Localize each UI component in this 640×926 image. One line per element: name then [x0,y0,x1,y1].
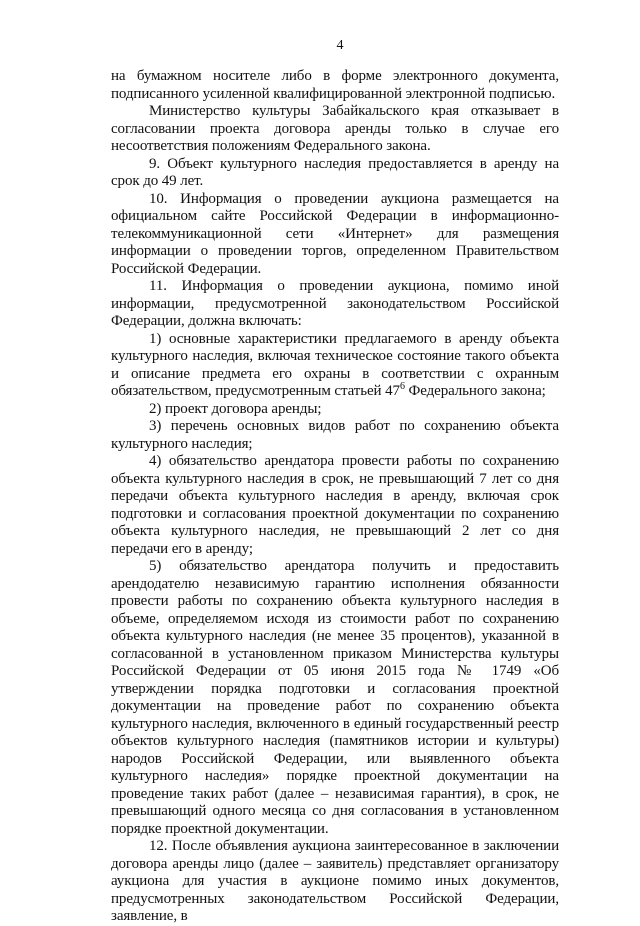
paragraph: 3) перечень основных видов работ по сохранению объекта культурного наследия; [111,418,559,452]
page-number: 4 [336,38,344,53]
paragraph: 10. Информация о проведении аукциона размещается на официальном сайте Российской Федерации в информационно-телекоммуникационной сети «Интернет» для размещения информации о проведении торгов, определенном Правительством Российской Федерации. [111,190,559,277]
paragraph-text: Федерального закона; [404,383,546,399]
paragraph [111,331,559,401]
article-superscript: 6 [399,381,405,392]
document-body [111,68,559,926]
paragraph: Министерство культуры Забайкальского края отказывает в согласовании проекта договора аренды только в случае его несоответствия положениям Федерального закона. [111,103,559,154]
paragraph: 11. Информация о проведении аукциона, помимо иной информации, предусмотренной законодательством Российской Федерации, должна включать: [111,278,559,329]
paragraph: на бумажном носителе либо в форме электронного документа, подписанного усиленной квалифицированной электронной подписью. [111,68,559,102]
paragraph: 9. Объект культурного наследия предоставляется в аренду на срок до 49 лет. [111,155,559,189]
paragraph: 2) проект договора аренды; [149,400,322,417]
paragraph-text: 1) основные характеристики предлагаемого в аренду объекта культурного наследия, включая техническое состояние такого объекта и описание предмета его охраны в соответствии с охранным обязательством, предусмотренным статьей 47 [111,330,559,399]
paragraph: 4) обязательство арендатора провести работы по сохранению объекта культурного наследия в срок, не превышающий 7 лет со дня передачи объекта культурного наследия в аренду, включая срок подготовки и согласования проектной документации по сохранению объекта культурного наследия, не превышающий 2 лет со дня передачи его в аренду; [111,453,559,557]
paragraph: 5) обязательство арендатора получить и предоставить арендодателю независимую гарантию исполнения обязанности провести работы по сохранению объекта культурного наследия в объеме, определяемом исходя из стоимости работ по сохранению объекта культурного наследия (не менее 35 процентов), указанной в согласованной в установленном приказом Министерства культуры Российской Федерации от 05 июня 2015 года № 1749 «Об утверждении порядка подготовки и согласования проектной документации на проведение работ по сохранению объекта культурного наследия, включенного в единый государственный реестр объектов культурного наследия (памятников истории и культуры) народов Российской Федерации, или выявленного объекта культурного наследия» порядке проектной документации на проведение таких работ (далее – независимая гарантия), в срок, не превышающий одного месяца со дня согласования в установленном порядке проектной документации. [111,558,559,837]
paragraph: 12. После объявления аукциона заинтересованное в заключении договора аренды лицо (далее – заявитель) представляет организатору аукциона для участия в аукционе помимо иных документов, предусмотренных законодательством Российской Федерации, заявление, в [111,838,559,924]
